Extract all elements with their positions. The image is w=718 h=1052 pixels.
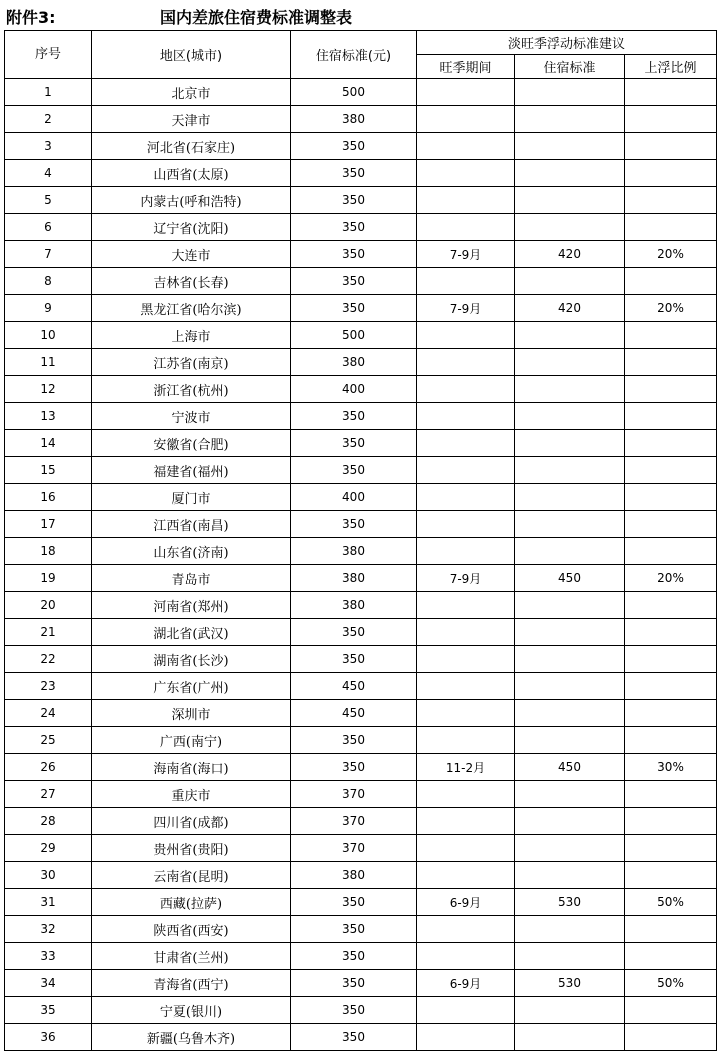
cell-peak-standard: 420: [515, 295, 625, 322]
table-row: [5, 79, 717, 106]
table-row: [5, 862, 717, 889]
cell-region: 浙江省(杭州): [92, 376, 291, 403]
cell-seq: 13: [5, 403, 92, 430]
cell-standard: 350: [291, 916, 417, 943]
cell-region: 吉林省(长春): [92, 268, 291, 295]
cell-region: 宁夏(银川): [92, 997, 291, 1024]
table-row: [5, 268, 717, 295]
cell-standard: 370: [291, 835, 417, 862]
cell-region: 广西(南宁): [92, 727, 291, 754]
cell-seq: 26: [5, 754, 92, 781]
table-body: [5, 79, 717, 1051]
cell-region: 湖北省(武汉): [92, 619, 291, 646]
cell-peak-standard: [515, 1024, 625, 1051]
cell-seq: 34: [5, 970, 92, 997]
cell-peak-period: [417, 916, 515, 943]
table-row: [5, 943, 717, 970]
cell-float-ratio: [625, 997, 717, 1024]
cell-standard: 350: [291, 754, 417, 781]
table-row: [5, 835, 717, 862]
cell-standard: 350: [291, 511, 417, 538]
cell-peak-period: 7-9月: [417, 565, 515, 592]
cell-peak-period: [417, 430, 515, 457]
cell-seq: 27: [5, 781, 92, 808]
lodging-standard-table: [4, 30, 717, 1051]
cell-float-ratio: [625, 673, 717, 700]
cell-float-ratio: 30%: [625, 754, 717, 781]
table-row: [5, 538, 717, 565]
cell-seq: 20: [5, 592, 92, 619]
table-row: [5, 133, 717, 160]
attachment-label: 附件3:: [6, 8, 56, 27]
cell-region: 青海省(西宁): [92, 970, 291, 997]
cell-standard: 400: [291, 376, 417, 403]
cell-peak-period: [417, 835, 515, 862]
cell-region: 福建省(福州): [92, 457, 291, 484]
cell-peak-period: 6-9月: [417, 889, 515, 916]
table-row: [5, 241, 717, 268]
cell-seq: 7: [5, 241, 92, 268]
cell-peak-period: [417, 700, 515, 727]
table-row: [5, 970, 717, 997]
cell-seq: 14: [5, 430, 92, 457]
cell-region: 河南省(郑州): [92, 592, 291, 619]
cell-peak-standard: [515, 592, 625, 619]
cell-peak-period: [417, 403, 515, 430]
cell-seq: 29: [5, 835, 92, 862]
table-row: [5, 187, 717, 214]
cell-region: 宁波市: [92, 403, 291, 430]
cell-seq: 33: [5, 943, 92, 970]
cell-standard: 350: [291, 646, 417, 673]
cell-region: 山东省(济南): [92, 538, 291, 565]
cell-region: 天津市: [92, 106, 291, 133]
cell-peak-period: [417, 673, 515, 700]
cell-peak-period: [417, 79, 515, 106]
cell-peak-period: [417, 268, 515, 295]
cell-region: 重庆市: [92, 781, 291, 808]
cell-float-ratio: [625, 160, 717, 187]
table-row: [5, 214, 717, 241]
table-row: [5, 754, 717, 781]
cell-seq: 2: [5, 106, 92, 133]
cell-peak-standard: [515, 619, 625, 646]
cell-standard: 450: [291, 673, 417, 700]
header-peak-period: 旺季期间: [417, 55, 515, 79]
cell-peak-period: [417, 484, 515, 511]
table-row: [5, 403, 717, 430]
cell-standard: 370: [291, 808, 417, 835]
cell-peak-period: [417, 511, 515, 538]
cell-float-ratio: [625, 484, 717, 511]
cell-seq: 8: [5, 268, 92, 295]
cell-standard: 350: [291, 430, 417, 457]
cell-peak-period: [417, 727, 515, 754]
cell-standard: 370: [291, 781, 417, 808]
cell-peak-period: [417, 592, 515, 619]
cell-peak-period: [417, 133, 515, 160]
cell-peak-standard: [515, 403, 625, 430]
cell-seq: 12: [5, 376, 92, 403]
cell-peak-standard: [515, 997, 625, 1024]
cell-float-ratio: [625, 592, 717, 619]
cell-float-ratio: [625, 862, 717, 889]
cell-standard: 350: [291, 889, 417, 916]
cell-float-ratio: [625, 808, 717, 835]
cell-region: 大连市: [92, 241, 291, 268]
cell-standard: 380: [291, 862, 417, 889]
table-row: [5, 457, 717, 484]
cell-region: 内蒙古(呼和浩特): [92, 187, 291, 214]
cell-standard: 350: [291, 619, 417, 646]
cell-float-ratio: [625, 916, 717, 943]
cell-region: 广东省(广州): [92, 673, 291, 700]
cell-seq: 16: [5, 484, 92, 511]
cell-float-ratio: [625, 349, 717, 376]
cell-region: 黑龙江省(哈尔滨): [92, 295, 291, 322]
cell-float-ratio: [625, 1024, 717, 1051]
cell-peak-period: [417, 538, 515, 565]
table-row: [5, 646, 717, 673]
cell-peak-period: [417, 160, 515, 187]
cell-region: 湖南省(长沙): [92, 646, 291, 673]
cell-standard: 500: [291, 79, 417, 106]
table-row: [5, 565, 717, 592]
cell-float-ratio: [625, 322, 717, 349]
cell-peak-period: 6-9月: [417, 970, 515, 997]
cell-region: 四川省(成都): [92, 808, 291, 835]
table-row: [5, 781, 717, 808]
cell-peak-standard: [515, 457, 625, 484]
cell-region: 陕西省(西安): [92, 916, 291, 943]
cell-standard: 350: [291, 133, 417, 160]
table-row: [5, 700, 717, 727]
cell-seq: 25: [5, 727, 92, 754]
table-row: [5, 349, 717, 376]
header-float-group: 淡旺季浮动标准建议: [417, 31, 717, 55]
cell-float-ratio: 20%: [625, 295, 717, 322]
cell-float-ratio: [625, 106, 717, 133]
cell-region: 云南省(昆明): [92, 862, 291, 889]
cell-peak-period: [417, 997, 515, 1024]
page-title: 国内差旅住宿费标准调整表: [160, 8, 353, 27]
cell-float-ratio: [625, 187, 717, 214]
cell-seq: 23: [5, 673, 92, 700]
cell-standard: 380: [291, 592, 417, 619]
cell-standard: 350: [291, 970, 417, 997]
table-row: [5, 1024, 717, 1051]
cell-region: 贵州省(贵阳): [92, 835, 291, 862]
cell-region: 西藏(拉萨): [92, 889, 291, 916]
cell-standard: 380: [291, 106, 417, 133]
cell-standard: 350: [291, 160, 417, 187]
cell-region: 上海市: [92, 322, 291, 349]
cell-standard: 380: [291, 349, 417, 376]
cell-peak-period: [417, 646, 515, 673]
cell-standard: 350: [291, 727, 417, 754]
cell-seq: 18: [5, 538, 92, 565]
header-standard: 住宿标准(元): [291, 31, 417, 79]
table-row: [5, 592, 717, 619]
cell-float-ratio: [625, 268, 717, 295]
table-row: [5, 727, 717, 754]
cell-float-ratio: [625, 619, 717, 646]
cell-region: 北京市: [92, 79, 291, 106]
cell-peak-standard: [515, 79, 625, 106]
cell-standard: 350: [291, 268, 417, 295]
cell-region: 河北省(石家庄): [92, 133, 291, 160]
cell-peak-period: [417, 781, 515, 808]
cell-seq: 6: [5, 214, 92, 241]
cell-peak-standard: [515, 862, 625, 889]
document-header: [0, 0, 718, 30]
cell-peak-period: [417, 349, 515, 376]
cell-seq: 32: [5, 916, 92, 943]
cell-float-ratio: [625, 943, 717, 970]
cell-peak-period: [417, 106, 515, 133]
cell-peak-period: [417, 187, 515, 214]
cell-float-ratio: 20%: [625, 565, 717, 592]
cell-seq: 36: [5, 1024, 92, 1051]
cell-peak-period: [417, 457, 515, 484]
header-peak-standard: 住宿标准: [515, 55, 625, 79]
cell-peak-standard: [515, 484, 625, 511]
cell-region: 厦门市: [92, 484, 291, 511]
cell-peak-period: [417, 322, 515, 349]
cell-float-ratio: 50%: [625, 970, 717, 997]
cell-peak-standard: 450: [515, 565, 625, 592]
cell-standard: 350: [291, 187, 417, 214]
cell-standard: 380: [291, 538, 417, 565]
cell-standard: 350: [291, 457, 417, 484]
table-row: [5, 511, 717, 538]
table-row: [5, 808, 717, 835]
cell-peak-standard: [515, 727, 625, 754]
cell-peak-standard: [515, 916, 625, 943]
cell-float-ratio: [625, 835, 717, 862]
cell-seq: 31: [5, 889, 92, 916]
cell-region: 青岛市: [92, 565, 291, 592]
cell-peak-period: 7-9月: [417, 295, 515, 322]
cell-float-ratio: [625, 700, 717, 727]
cell-region: 辽宁省(沈阳): [92, 214, 291, 241]
cell-peak-standard: [515, 322, 625, 349]
cell-float-ratio: [625, 79, 717, 106]
table-row: [5, 619, 717, 646]
cell-region: 深圳市: [92, 700, 291, 727]
header-region: 地区(城市): [92, 31, 291, 79]
cell-peak-standard: 530: [515, 889, 625, 916]
cell-peak-period: [417, 214, 515, 241]
cell-peak-standard: [515, 133, 625, 160]
table-row: [5, 322, 717, 349]
cell-peak-standard: [515, 511, 625, 538]
cell-float-ratio: [625, 538, 717, 565]
cell-standard: 350: [291, 943, 417, 970]
cell-peak-period: 7-9月: [417, 241, 515, 268]
cell-float-ratio: [625, 376, 717, 403]
cell-peak-period: [417, 1024, 515, 1051]
cell-peak-period: [417, 862, 515, 889]
cell-seq: 35: [5, 997, 92, 1024]
cell-peak-standard: 450: [515, 754, 625, 781]
cell-standard: 350: [291, 1024, 417, 1051]
cell-seq: 5: [5, 187, 92, 214]
cell-peak-period: [417, 619, 515, 646]
cell-seq: 11: [5, 349, 92, 376]
cell-seq: 30: [5, 862, 92, 889]
cell-seq: 3: [5, 133, 92, 160]
cell-peak-standard: [515, 430, 625, 457]
cell-peak-standard: 420: [515, 241, 625, 268]
cell-standard: 350: [291, 295, 417, 322]
cell-float-ratio: [625, 430, 717, 457]
cell-seq: 22: [5, 646, 92, 673]
cell-peak-standard: [515, 673, 625, 700]
table-row: [5, 295, 717, 322]
cell-peak-standard: [515, 808, 625, 835]
cell-peak-standard: [515, 835, 625, 862]
cell-standard: 350: [291, 241, 417, 268]
cell-float-ratio: [625, 646, 717, 673]
cell-float-ratio: [625, 727, 717, 754]
cell-region: 江西省(南昌): [92, 511, 291, 538]
cell-peak-standard: [515, 781, 625, 808]
cell-seq: 19: [5, 565, 92, 592]
cell-peak-standard: [515, 376, 625, 403]
header-seq: 序号: [5, 31, 92, 79]
cell-peak-period: [417, 376, 515, 403]
cell-peak-standard: [515, 943, 625, 970]
cell-peak-standard: [515, 268, 625, 295]
cell-peak-standard: [515, 214, 625, 241]
cell-standard: 350: [291, 403, 417, 430]
table-row: [5, 484, 717, 511]
cell-peak-standard: [515, 700, 625, 727]
cell-peak-standard: [515, 160, 625, 187]
cell-standard: 450: [291, 700, 417, 727]
cell-peak-standard: [515, 646, 625, 673]
cell-peak-standard: [515, 538, 625, 565]
cell-peak-standard: [515, 349, 625, 376]
table-row: [5, 106, 717, 133]
cell-float-ratio: [625, 214, 717, 241]
cell-peak-standard: [515, 106, 625, 133]
cell-float-ratio: [625, 133, 717, 160]
cell-float-ratio: 50%: [625, 889, 717, 916]
cell-seq: 4: [5, 160, 92, 187]
cell-peak-period: [417, 808, 515, 835]
cell-region: 山西省(太原): [92, 160, 291, 187]
cell-float-ratio: [625, 403, 717, 430]
cell-region: 甘肃省(兰州): [92, 943, 291, 970]
cell-float-ratio: [625, 511, 717, 538]
cell-region: 新疆(乌鲁木齐): [92, 1024, 291, 1051]
cell-standard: 380: [291, 565, 417, 592]
cell-float-ratio: [625, 457, 717, 484]
cell-seq: 24: [5, 700, 92, 727]
header-float-ratio: 上浮比例: [625, 55, 717, 79]
cell-peak-standard: [515, 187, 625, 214]
cell-seq: 21: [5, 619, 92, 646]
cell-seq: 10: [5, 322, 92, 349]
cell-seq: 1: [5, 79, 92, 106]
table-row: [5, 430, 717, 457]
cell-peak-standard: 530: [515, 970, 625, 997]
cell-float-ratio: 20%: [625, 241, 717, 268]
table-row: [5, 376, 717, 403]
cell-seq: 28: [5, 808, 92, 835]
cell-peak-period: [417, 943, 515, 970]
cell-region: 江苏省(南京): [92, 349, 291, 376]
table-row: [5, 916, 717, 943]
cell-float-ratio: [625, 781, 717, 808]
cell-standard: 400: [291, 484, 417, 511]
table-row: [5, 160, 717, 187]
cell-region: 安徽省(合肥): [92, 430, 291, 457]
cell-standard: 500: [291, 322, 417, 349]
table-row: [5, 889, 717, 916]
table-row: [5, 997, 717, 1024]
cell-seq: 9: [5, 295, 92, 322]
cell-standard: 350: [291, 214, 417, 241]
cell-region: 海南省(海口): [92, 754, 291, 781]
cell-seq: 15: [5, 457, 92, 484]
table-row: [5, 673, 717, 700]
cell-seq: 17: [5, 511, 92, 538]
cell-standard: 350: [291, 997, 417, 1024]
cell-peak-period: 11-2月: [417, 754, 515, 781]
